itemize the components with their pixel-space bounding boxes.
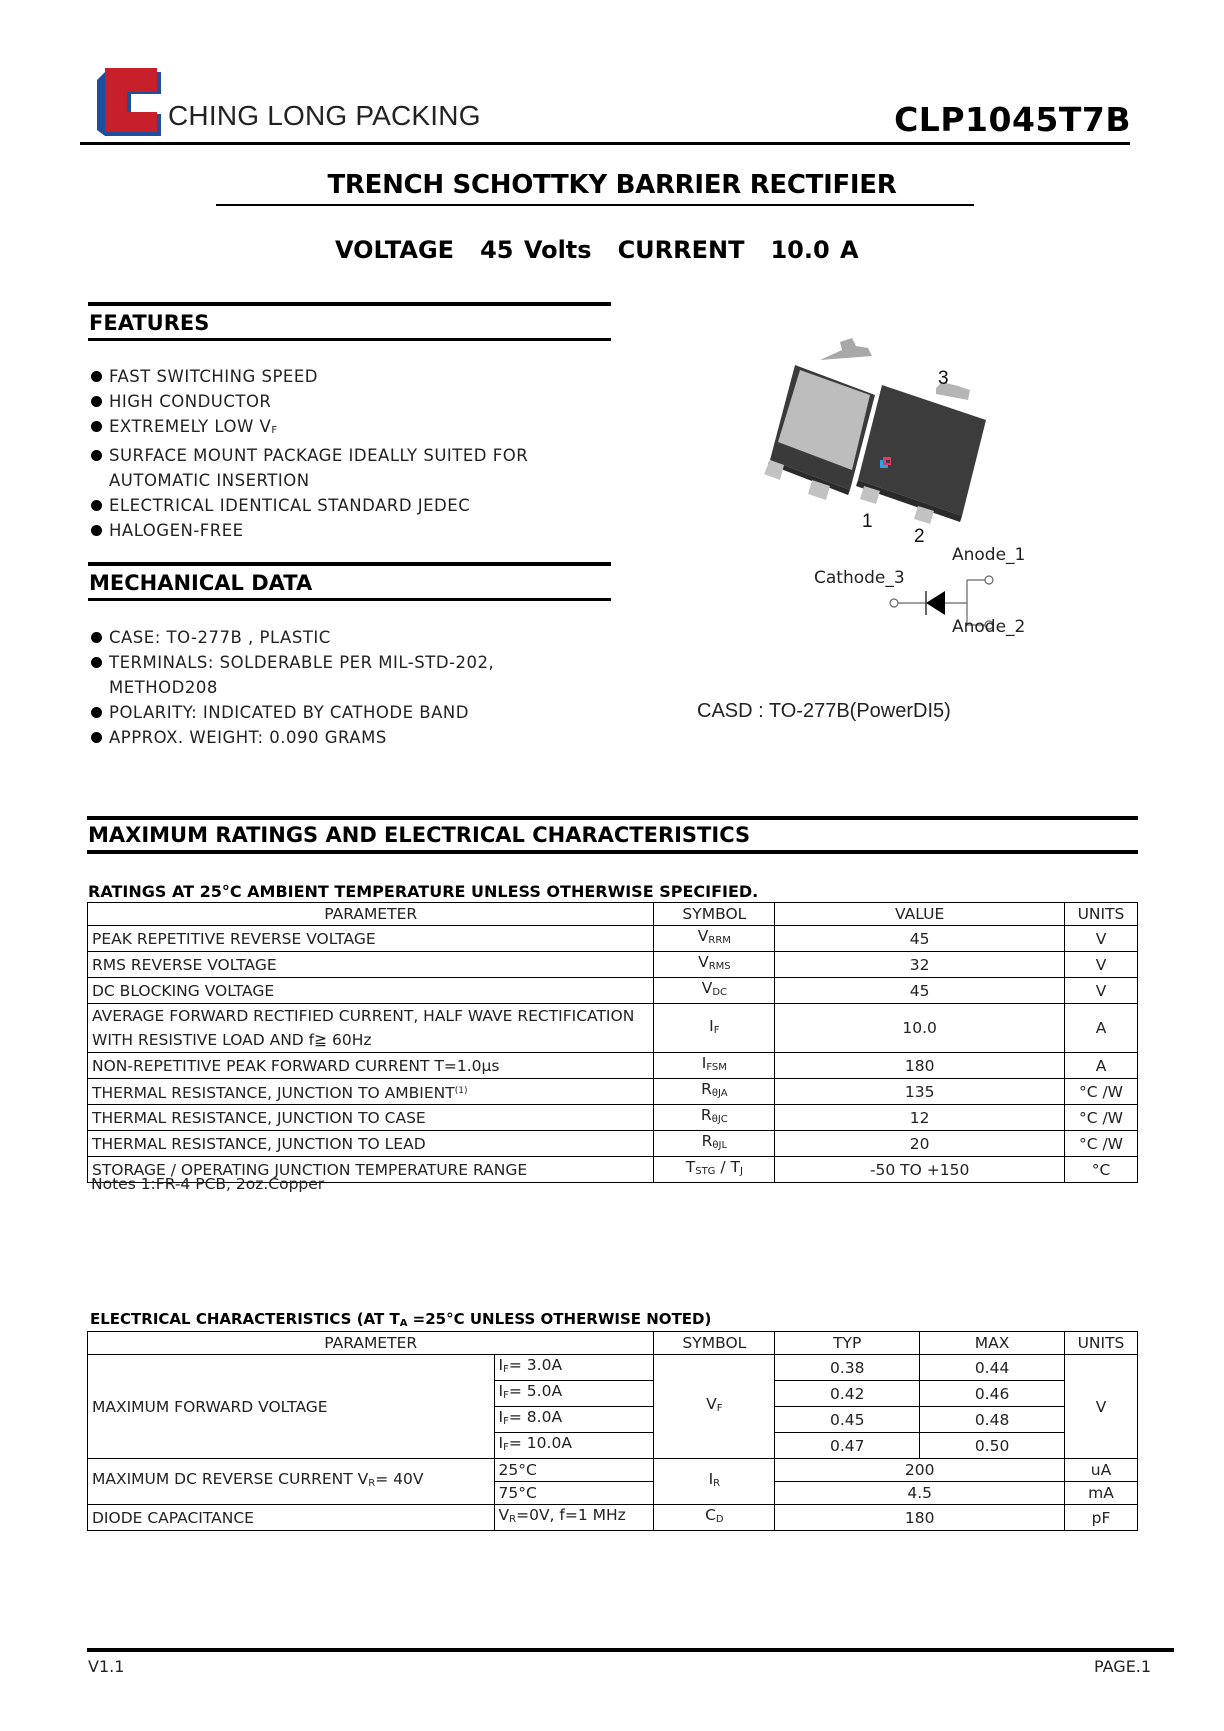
list-item bbox=[89, 414, 619, 443]
mechanical-rule-bottom bbox=[88, 598, 611, 601]
table-row bbox=[88, 1131, 1138, 1157]
condition-cell bbox=[494, 1407, 654, 1433]
ratings-rule-bottom bbox=[87, 850, 1138, 854]
list-item-text: SURFACE MOUNT PACKAGE IDEALLY SUITED FOR bbox=[109, 446, 529, 465]
current-label: CURRENT bbox=[617, 236, 745, 264]
table-row bbox=[88, 926, 1138, 952]
units-cell: A bbox=[1064, 1004, 1137, 1053]
bullet-icon bbox=[91, 450, 102, 461]
mechanical-list bbox=[89, 625, 619, 750]
footnote-ref: (1) bbox=[454, 1085, 468, 1096]
parameter-cell bbox=[88, 1459, 495, 1505]
symbol-part: I bbox=[708, 1470, 714, 1488]
pin-label-3: 3 bbox=[938, 368, 949, 389]
list-item-text: HIGH CONDUCTOR bbox=[109, 392, 272, 411]
value-cell: 180 bbox=[775, 1053, 1065, 1079]
electrical-characteristics-table bbox=[87, 1331, 1138, 1531]
list-item bbox=[89, 443, 619, 468]
list-item bbox=[89, 389, 619, 414]
value-cell: 45 bbox=[775, 926, 1065, 952]
bullet-icon bbox=[91, 657, 102, 668]
mechanical-rule-top bbox=[88, 562, 611, 566]
units-cell: V bbox=[1064, 926, 1137, 952]
list-item-text: CASE: TO-277B , PLASTIC bbox=[109, 628, 331, 647]
units-cell: °C /W bbox=[1064, 1105, 1137, 1131]
page-number: PAGE.1 bbox=[1094, 1657, 1152, 1676]
symbol-part: RMS bbox=[708, 961, 731, 972]
condition-part: = 3.0A bbox=[508, 1356, 563, 1374]
parameter-text: PEAK REPETITIVE REVERSE VOLTAGE bbox=[92, 929, 376, 948]
symbol-part: θJA bbox=[711, 1088, 728, 1099]
list-item-text: FAST SWITCHING SPEED bbox=[109, 367, 318, 386]
pin-label-2: 2 bbox=[914, 526, 925, 547]
condition-sub: F bbox=[503, 1390, 509, 1401]
list-item bbox=[89, 493, 619, 518]
rating-summary bbox=[335, 236, 859, 264]
pin-label-1: 1 bbox=[862, 511, 873, 532]
bullet-icon bbox=[91, 525, 102, 536]
condition-part: = 5.0A bbox=[508, 1382, 563, 1400]
product-title: TRENCH SCHOTTKY BARRIER RECTIFIER bbox=[327, 170, 897, 200]
list-item-text: METHOD208 bbox=[109, 678, 218, 697]
package-caption: CASD : TO-277B(PowerDI5) bbox=[697, 700, 951, 722]
condition-part: =0V, f=1 MHz bbox=[516, 1506, 626, 1524]
condition-part: I bbox=[498, 1408, 504, 1426]
symbol-part: C bbox=[705, 1506, 716, 1524]
bullet-icon bbox=[91, 421, 102, 432]
condition-cell: 25°C bbox=[494, 1459, 654, 1482]
col-header-parameter: PARAMETER bbox=[88, 1332, 654, 1355]
list-item-text: APPROX. WEIGHT: 0.090 GRAMS bbox=[109, 728, 387, 747]
condition-part: = 10.0A bbox=[508, 1434, 572, 1452]
condition-sub: F bbox=[503, 1364, 509, 1375]
voltage-label: VOLTAGE bbox=[335, 236, 455, 264]
value-cell: 180 bbox=[775, 1505, 1065, 1531]
condition-part: V bbox=[498, 1506, 510, 1524]
list-item-text: POLARITY: INDICATED BY CATHODE BAND bbox=[109, 703, 469, 722]
max-cell: 0.46 bbox=[920, 1381, 1065, 1407]
parameter-cell: MAXIMUM FORWARD VOLTAGE bbox=[88, 1355, 495, 1459]
max-cell: 0.48 bbox=[920, 1407, 1065, 1433]
list-item bbox=[89, 700, 619, 725]
units-cell: °C /W bbox=[1064, 1079, 1137, 1105]
symbol-part: RRM bbox=[708, 935, 731, 946]
symbol-part: R bbox=[701, 1132, 713, 1150]
units-cell: mA bbox=[1065, 1482, 1138, 1505]
title-underline bbox=[216, 204, 974, 206]
condition-sub: R bbox=[509, 1514, 517, 1525]
parameter-text: THERMAL RESISTANCE, JUNCTION TO LEAD bbox=[92, 1134, 426, 1153]
symbol-part: R bbox=[701, 1080, 712, 1098]
symbol-part: I bbox=[709, 1016, 714, 1035]
value-cell: 200 bbox=[775, 1459, 1065, 1482]
condition-cell bbox=[494, 1381, 654, 1407]
table-row bbox=[88, 1355, 1138, 1381]
cathode-label: Cathode_3 bbox=[814, 568, 905, 588]
parameter-text: AVERAGE FORWARD RECTIFIED CURRENT, HALF WAVE RECTIFICATION bbox=[92, 1007, 635, 1025]
symbol-part: FSM bbox=[706, 1062, 727, 1073]
parameter-text: NON-REPETITIVE PEAK FORWARD CURRENT T=1.0μs bbox=[92, 1056, 500, 1075]
list-item bbox=[89, 725, 619, 750]
bullet-icon bbox=[91, 707, 102, 718]
symbol-part: V bbox=[706, 1395, 717, 1413]
diode-schematic bbox=[800, 545, 1060, 655]
company-name: CHING LONG PACKING bbox=[168, 100, 481, 131]
table-row bbox=[88, 1459, 1138, 1482]
table-row bbox=[88, 1079, 1138, 1105]
typ-cell: 0.45 bbox=[775, 1407, 920, 1433]
parameter-text: THERMAL RESISTANCE, JUNCTION TO CASE bbox=[92, 1108, 426, 1127]
list-item bbox=[89, 625, 619, 650]
features-list bbox=[89, 364, 619, 543]
current-value: 10.0 A bbox=[770, 236, 859, 264]
condition-part: I bbox=[498, 1382, 504, 1400]
max-cell: 0.50 bbox=[920, 1433, 1065, 1459]
symbol-part: F bbox=[716, 1403, 723, 1414]
list-item-text: EXTREMELY LOW V bbox=[109, 417, 272, 436]
bullet-icon bbox=[91, 396, 102, 407]
list-item-text: TERMINALS: SOLDERABLE PER MIL-STD-202, bbox=[109, 653, 495, 672]
parameter-cell bbox=[88, 1079, 654, 1105]
value-cell: 10.0 bbox=[775, 1004, 1065, 1053]
condition-cell bbox=[494, 1355, 654, 1381]
typ-cell: 0.47 bbox=[775, 1433, 920, 1459]
condition-part: I bbox=[498, 1434, 504, 1452]
parameter-text: STORAGE / OPERATING JUNCTION TEMPERATURE RANGE bbox=[92, 1160, 528, 1179]
parameter-cell bbox=[88, 1105, 654, 1131]
value-cell: 4.5 bbox=[775, 1482, 1065, 1505]
max-ratings-table bbox=[87, 902, 1138, 1183]
table-row bbox=[88, 1004, 1138, 1053]
symbol-cell bbox=[654, 1355, 775, 1459]
col-header-typ: TYP bbox=[775, 1332, 920, 1355]
typ-cell: 0.42 bbox=[775, 1381, 920, 1407]
parameter-cell bbox=[88, 926, 654, 952]
symbol-part: F bbox=[713, 1024, 720, 1036]
col-header-max: MAX bbox=[920, 1332, 1065, 1355]
parameter-sub: R bbox=[368, 1478, 376, 1489]
symbol-part: T bbox=[685, 1158, 696, 1176]
header-divider bbox=[80, 142, 1130, 145]
list-item-text: ELECTRICAL IDENTICAL STANDARD JEDEC bbox=[109, 496, 471, 515]
table-notes: Notes 1:FR-4 PCB, 2oz.Copper bbox=[91, 1175, 325, 1193]
voltage-value: 45 Volts bbox=[480, 236, 592, 264]
symbol-cell bbox=[654, 1459, 775, 1505]
units-cell: V bbox=[1064, 952, 1137, 978]
condition-cell bbox=[494, 1505, 654, 1531]
table-row bbox=[88, 1105, 1138, 1131]
electrical-caption-sub: A bbox=[399, 1318, 408, 1329]
symbol-cell bbox=[654, 978, 775, 1004]
condition-cell: 75°C bbox=[494, 1482, 654, 1505]
parameter-part: = 40V bbox=[375, 1470, 424, 1488]
symbol-part: STG bbox=[695, 1166, 716, 1177]
table-row bbox=[88, 1053, 1138, 1079]
bullet-icon bbox=[91, 500, 102, 511]
symbol-cell bbox=[654, 926, 775, 952]
list-item-continuation bbox=[89, 675, 619, 700]
list-item-text: AUTOMATIC INSERTION bbox=[109, 471, 310, 490]
units-cell: V bbox=[1065, 1355, 1138, 1459]
parameter-text: RMS REVERSE VOLTAGE bbox=[92, 955, 277, 974]
footer-divider bbox=[87, 1648, 1174, 1652]
company-logo bbox=[97, 68, 161, 136]
units-cell: pF bbox=[1065, 1505, 1138, 1531]
value-cell: 45 bbox=[775, 978, 1065, 1004]
symbol-cell bbox=[654, 952, 775, 978]
parameter-cell: DIODE CAPACITANCE bbox=[88, 1505, 495, 1531]
parameter-cell bbox=[88, 1004, 654, 1053]
symbol-cell bbox=[654, 1053, 775, 1079]
symbol-part: / T bbox=[715, 1158, 740, 1176]
list-item-sub: F bbox=[271, 425, 278, 436]
symbol-part: DC bbox=[712, 987, 727, 998]
symbol-cell bbox=[654, 1105, 775, 1131]
bullet-icon bbox=[91, 632, 102, 643]
units-cell: A bbox=[1064, 1053, 1137, 1079]
list-item-text: HALOGEN-FREE bbox=[109, 521, 244, 540]
ratings-heading: MAXIMUM RATINGS AND ELECTRICAL CHARACTERISTICS bbox=[88, 823, 751, 847]
symbol-cell bbox=[654, 1131, 775, 1157]
value-cell: 32 bbox=[775, 952, 1065, 978]
anode1-label: Anode_1 bbox=[952, 545, 1026, 565]
units-cell: uA bbox=[1065, 1459, 1138, 1482]
symbol-cell bbox=[654, 1157, 775, 1183]
max-cell: 0.44 bbox=[920, 1355, 1065, 1381]
condition-part: = 8.0A bbox=[508, 1408, 563, 1426]
units-cell: °C /W bbox=[1064, 1131, 1137, 1157]
units-cell: V bbox=[1064, 978, 1137, 1004]
symbol-part: J bbox=[739, 1166, 743, 1177]
units-cell: °C bbox=[1064, 1157, 1137, 1183]
symbol-part: R bbox=[700, 1106, 712, 1124]
ratings-caption: RATINGS AT 25°C AMBIENT TEMPERATURE UNLESS OTHERWISE SPECIFIED. bbox=[88, 882, 759, 901]
col-header-units: UNITS bbox=[1065, 1332, 1138, 1355]
list-item bbox=[89, 650, 619, 675]
symbol-part: V bbox=[701, 979, 713, 997]
list-item-continuation bbox=[89, 468, 619, 493]
symbol-part: R bbox=[713, 1478, 721, 1489]
electrical-caption-post: =25°C UNLESS OTHERWISE NOTED) bbox=[407, 1310, 712, 1328]
value-cell: 12 bbox=[775, 1105, 1065, 1131]
table-row bbox=[88, 952, 1138, 978]
parameter-cell bbox=[88, 1053, 654, 1079]
mechanical-heading: MECHANICAL DATA bbox=[89, 571, 313, 595]
table-row bbox=[88, 1505, 1138, 1531]
electrical-caption bbox=[90, 1310, 711, 1329]
value-cell: 20 bbox=[775, 1131, 1065, 1157]
bullet-icon bbox=[91, 732, 102, 743]
symbol-part: θJC bbox=[711, 1114, 728, 1125]
symbol-cell bbox=[654, 1505, 775, 1531]
symbol-cell bbox=[654, 1004, 775, 1053]
version-label: V1.1 bbox=[88, 1657, 125, 1676]
symbol-part: I bbox=[701, 1054, 707, 1072]
condition-sub: F bbox=[503, 1416, 509, 1427]
col-header-parameter: PARAMETER bbox=[88, 903, 654, 926]
value-cell: -50 TO +150 bbox=[775, 1157, 1065, 1183]
parameter-cell bbox=[88, 978, 654, 1004]
package-illustration bbox=[750, 330, 1010, 560]
symbol-part: θJL bbox=[712, 1140, 728, 1151]
col-header-value: VALUE bbox=[775, 903, 1065, 926]
col-header-symbol: SYMBOL bbox=[654, 1332, 775, 1355]
condition-sub: F bbox=[503, 1442, 509, 1453]
parameter-part: MAXIMUM DC REVERSE CURRENT V bbox=[92, 1470, 369, 1488]
parameter-cell bbox=[88, 952, 654, 978]
table-row bbox=[88, 978, 1138, 1004]
electrical-caption-pre: ELECTRICAL CHARACTERISTICS (AT T bbox=[90, 1310, 400, 1328]
symbol-part: D bbox=[715, 1514, 724, 1525]
table-header-row bbox=[88, 903, 1138, 926]
table-header-row bbox=[88, 1332, 1138, 1355]
features-rule-top bbox=[88, 302, 611, 306]
value-cell: 135 bbox=[775, 1079, 1065, 1105]
ratings-rule-top bbox=[87, 816, 1138, 820]
list-item bbox=[89, 518, 619, 543]
condition-part: I bbox=[498, 1356, 504, 1374]
condition-cell bbox=[494, 1433, 654, 1459]
typ-cell: 0.38 bbox=[775, 1355, 920, 1381]
features-heading: FEATURES bbox=[89, 311, 210, 335]
parameter-cell bbox=[88, 1131, 654, 1157]
parameter-text: DC BLOCKING VOLTAGE bbox=[92, 981, 275, 1000]
list-item bbox=[89, 364, 619, 389]
col-header-units: UNITS bbox=[1064, 903, 1137, 926]
parameter-text: THERMAL RESISTANCE, JUNCTION TO AMBIENT bbox=[92, 1083, 455, 1102]
parameter-text-line2: WITH RESISTIVE LOAD AND f≧ 60Hz bbox=[92, 1031, 372, 1049]
bullet-icon bbox=[91, 371, 102, 382]
symbol-part: V bbox=[698, 953, 709, 971]
features-rule-bottom bbox=[88, 338, 611, 341]
symbol-cell bbox=[654, 1079, 775, 1105]
symbol-part: V bbox=[697, 927, 709, 945]
col-header-symbol: SYMBOL bbox=[654, 903, 775, 926]
part-number: CLP1045T7B bbox=[894, 100, 1131, 139]
anode2-label: Anode_2 bbox=[952, 617, 1026, 637]
